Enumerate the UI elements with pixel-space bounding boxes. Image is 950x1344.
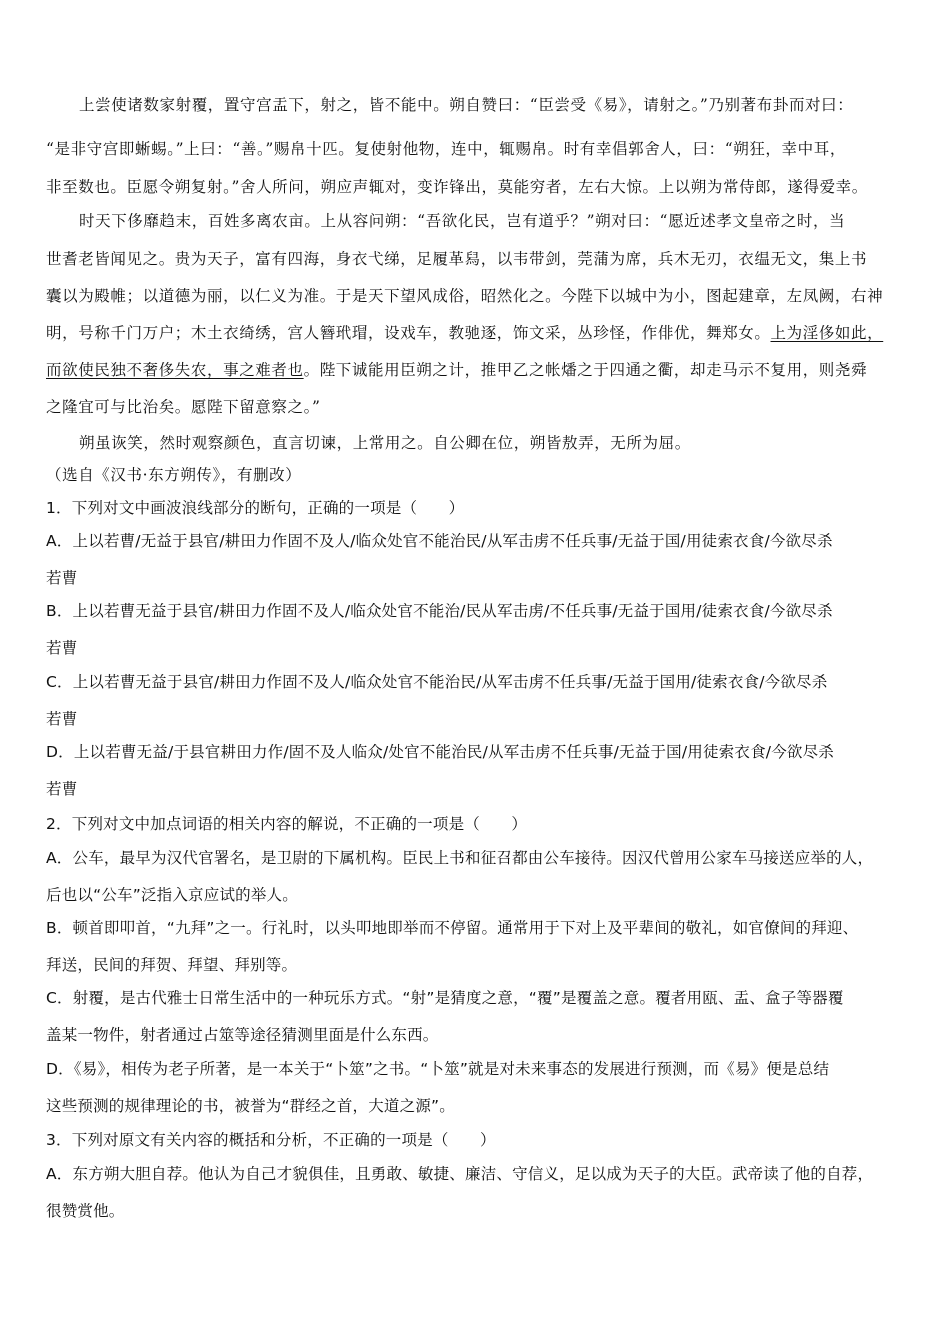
wavy-underlined-text: 而欲使民独不奢侈失农，事之难者也: [46, 361, 304, 379]
passage-p2-line3: 囊以为殿帷；以道德为丽，以仁义为准。于是天下望风成俗，昭然化之。今陛下以城中为小，图起建章，左凤阙，右神: [46, 287, 884, 305]
q3-option-a-cont: 很赞赏他。: [46, 1202, 125, 1220]
passage-p2-line4: [46, 323, 916, 343]
q1-option-d-cont: 若曹: [46, 780, 78, 798]
passage-p2-line1: 时天下侈靡趋末，百姓多离农亩。上从容问朔：“吾欲化民，岂有道乎？”朔对曰：“愿近述孝文皇帝之时，当: [79, 212, 846, 230]
passage-p2-line5: [46, 360, 916, 380]
q2-option-d: D．《易》，相传为老子所著，是一本关于“卜筮”之书。“卜筮”就是对未来事态的发展进行预测，而《易》便是总结: [46, 1060, 830, 1078]
wavy-underlined-text: 上为淫侈如此，: [770, 324, 884, 342]
q3-option-a: A．东方朔大胆自荐。他认为自己才貌俱佳，且勇敢、敏捷、廉洁、守信义，足以成为天子的大臣。武帝读了他的自荐，: [46, 1165, 874, 1183]
q2-option-d-cont: 这些预测的规律理论的书，被誉为“群经之首，大道之源”。: [46, 1097, 455, 1115]
q1-option-b-cont: 若曹: [46, 639, 78, 657]
passage-p1-line3: 非至数也。臣愿令朔复射。”舍人所问，朔应声辄对，变诈锋出，莫能穷者，左右大惊。上以朔为常侍郎，遂得爱幸。: [46, 178, 868, 196]
q2-option-a-cont: 后也以“公车”泛指入京应试的举人。: [46, 886, 298, 904]
passage-p1-line1: 上尝使诸数家射覆，置守宫盂下，射之，皆不能中。朔自赞曰：“臣尝受《易》，请射之。”乃别著布卦而对曰：: [79, 96, 854, 114]
passage-p2-line5-text: 。陛下诚能用臣朔之计，推甲乙之帐燔之于四通之衢，却走马示不复用，则尧舜: [303, 361, 868, 379]
passage-p1-line2: “是非守宫即蜥蜴。”上曰：“善。”赐帛十匹。复使射他物，连中，辄赐帛。时有幸倡郭舍人，曰：“朔狂，幸中耳，: [46, 140, 846, 158]
q1-option-c: C．上以若曹无益于县官/耕田力作固不及人/临众处官不能治民/从军击虏不任兵事/无益于国用/徒索衣食/今欲尽杀: [46, 673, 828, 691]
q2-option-b-cont: 拜送，民间的拜贺、拜望、拜别等。: [46, 956, 298, 974]
passage-source: （选自《汉书·东方朔传》，有删改）: [46, 466, 302, 484]
q3-stem: 3．下列对原文有关内容的概括和分析，不正确的一项是（ ）: [46, 1131, 496, 1149]
passage-p3-line1: 朔虽诙笑，然时观察颜色，直言切谏，上常用之。自公卿在位，朔皆敖弄，无所为屈。: [79, 434, 691, 452]
q1-option-d: D．上以若曹无益/于县官耕田力作/固不及人临众/处官不能治民/从军击虏不任兵事/无益于国/用徒索衣食/今欲尽杀: [46, 743, 834, 761]
q2-option-c: C．射覆，是古代雅士日常生活中的一种玩乐方式。“射”是猜度之意，“覆”是覆盖之意。覆者用瓯、盂、盒子等器覆: [46, 989, 844, 1007]
passage-p2-line4-text: 明，号称千门万户；木土衣绮绣，宫人簪玳瑁，设戏车，教驰逐，饰文采，丛珍怪，作俳优，舞郑女。: [46, 324, 771, 342]
q1-option-a-cont: 若曹: [46, 569, 78, 587]
q1-option-a: A．上以若曹/无益于县官/耕田力作固不及人/临众处官不能治民/从军击虏不任兵事/无益于国/用徒索衣食/今欲尽杀: [46, 532, 833, 550]
q1-option-c-cont: 若曹: [46, 710, 78, 728]
q1-option-b: B．上以若曹无益于县官/耕田力作固不及人/临众处官不能治/民从军击虏/不任兵事/无益于国用/徒索衣食/今欲尽杀: [46, 602, 833, 620]
q2-option-a: A．公车，最早为汉代官署名，是卫尉的下属机构。臣民上书和征召都由公车接待。因汉代曾用公家车马接送应举的人，: [46, 849, 874, 867]
q2-stem: 2．下列对文中加点词语的相关内容的解说，不正确的一项是（ ）: [46, 815, 528, 833]
q2-option-c-cont: 盖某一物件，射者通过占筮等途径猜测里面是什么东西。: [46, 1026, 439, 1044]
q1-stem: 1．下列对文中画波浪线部分的断句，正确的一项是（ ）: [46, 499, 465, 517]
q2-option-b: B．顿首即叩首，“九拜”之一。行礼时，以头叩地即举而不停留。通常用于下对上及平辈间的敬礼，如官僚间的拜迎、: [46, 919, 859, 937]
passage-p2-line6: 之隆宜可与比治矣。愿陛下留意察之。”: [46, 398, 321, 416]
passage-p2-line2: 世耆老皆闻见之。贵为天子，富有四海，身衣弋绨，足履革舄，以韦带剑，莞蒲为席，兵木无刃，衣缊无文，集上书: [46, 250, 868, 268]
